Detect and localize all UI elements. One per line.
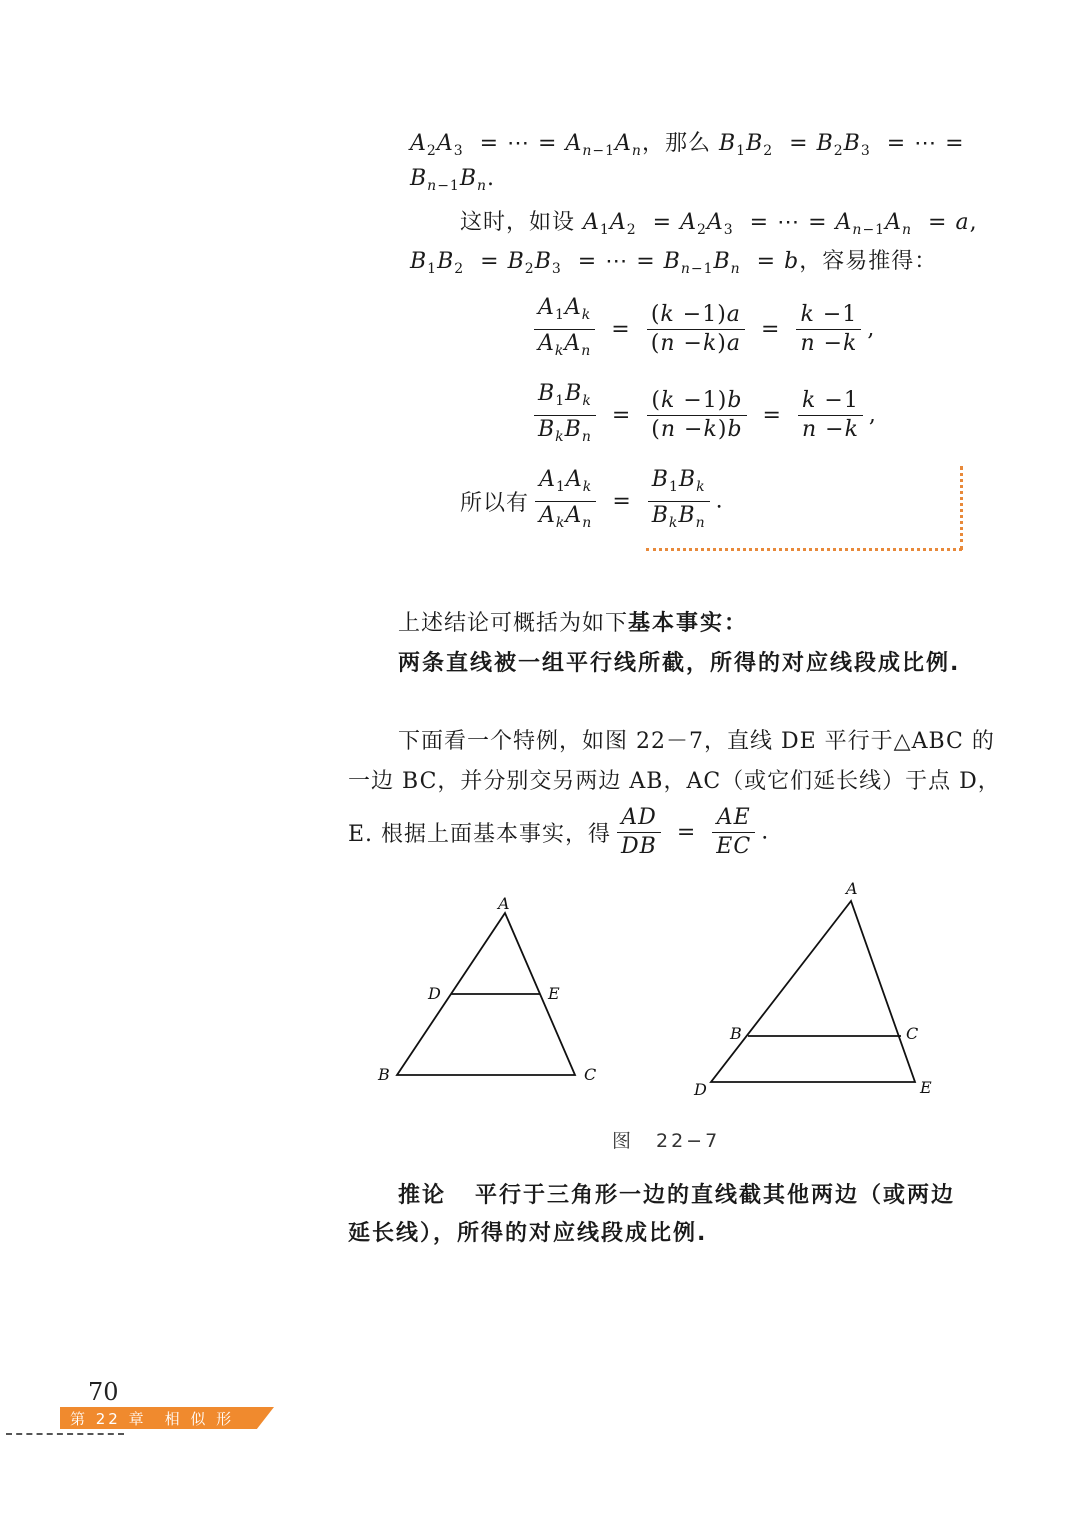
label-right-a: A <box>846 879 858 898</box>
proof-line-3: 这时，如设 $A_1A_2 = A_2A_3$ = ⋯ = $A_{n-1}A_n = a$, <box>460 210 978 238</box>
right-triangle-labels <box>693 879 932 1099</box>
proof-intro-text: 这时，如设 <box>460 210 576 235</box>
label-right-b: B <box>730 1024 742 1043</box>
equation-b-ratio: $\frac{B_1B_k}{B_kB_n}$ = $\frac{(k -1)b}{(n -k)b}$ = $\frac{k -1}{n -k}$ , <box>528 380 877 451</box>
dotted-border-horizontal <box>646 548 962 551</box>
fact-intro <box>398 606 748 637</box>
page-number: 70 <box>88 1378 119 1406</box>
left-triangle <box>397 913 575 1075</box>
chapter-title: 第 22 章 相 似 形 <box>70 1410 235 1428</box>
equation-a-ratio: $\frac{A_1A_k}{A_kA_n}$ = $\frac{(k -1)a}{(n -k)a}$ = $\frac{k -1}{n -k}$ , <box>528 294 875 365</box>
right-triangle <box>711 901 915 1082</box>
label-left-c: C <box>584 1065 597 1084</box>
label-right-d: D <box>694 1080 707 1099</box>
label-left-d: D <box>428 984 441 1003</box>
label-left-a: A <box>498 894 510 913</box>
example-line-3: E. 根据上面基本事实，得 $\frac{AD}{DB}$ = $\frac{AE}{EC}$ . <box>348 805 770 859</box>
proof-line-1: $A_2A_3$ = ⋯ = $A_{n-1}A_n$，那么 $B_1B_2 = B_2B_3$ = ⋯ = <box>410 131 965 159</box>
figure-caption: 图 22−7 <box>612 1130 721 1152</box>
proof-line-4: $B_1B_2 = B_2B_3$ = ⋯ = $B_{n-1}B_n = b$，容易推得： <box>410 249 938 277</box>
proof-derive-text: ，容易推得： <box>799 249 938 274</box>
example-prefix: E. 根据上面基本事实，得 <box>348 822 612 847</box>
dotted-border-vertical <box>960 466 963 550</box>
equation-conclusion: 所以有 $\frac{A_1A_k}{A_kA_n}$ = $\frac{B_1B_k}{B_kB_n}$ . <box>460 467 724 531</box>
example-line-2: 一边 BC，并分别交另两边 AB，AC（或它们延长线）于点 D， <box>348 769 1001 794</box>
footer-dashes <box>6 1433 124 1435</box>
fact-label: 基本事实： <box>628 611 749 636</box>
fact-statement: 两条直线被一组平行线所截，所得的对应线段成比例. <box>398 651 961 676</box>
corollary-text-1: 平行于三角形一边的直线截其他两边（或两边 <box>475 1183 956 1208</box>
fact-intro-text: 上述结论可概括为如下 <box>398 611 629 636</box>
left-triangle-labels <box>377 894 596 1084</box>
example-line-1: 下面看一个特例，如图 22－7，直线 DE 平行于△ABC 的 <box>398 729 995 754</box>
corollary-line-2: 延长线），所得的对应线段成比例. <box>348 1221 708 1246</box>
corollary-line-1 <box>398 1178 955 1209</box>
corollary-title: 推论 <box>398 1183 447 1208</box>
label-left-e: E <box>548 984 560 1003</box>
so-have-text: 所以有 <box>460 491 530 516</box>
label-left-b: B <box>378 1065 390 1084</box>
proof-then-text: ，那么 <box>641 131 711 156</box>
label-right-e: E <box>920 1078 932 1097</box>
proof-line-2: $B_{n-1}B_n$. <box>410 166 496 194</box>
label-right-c: C <box>906 1024 919 1043</box>
